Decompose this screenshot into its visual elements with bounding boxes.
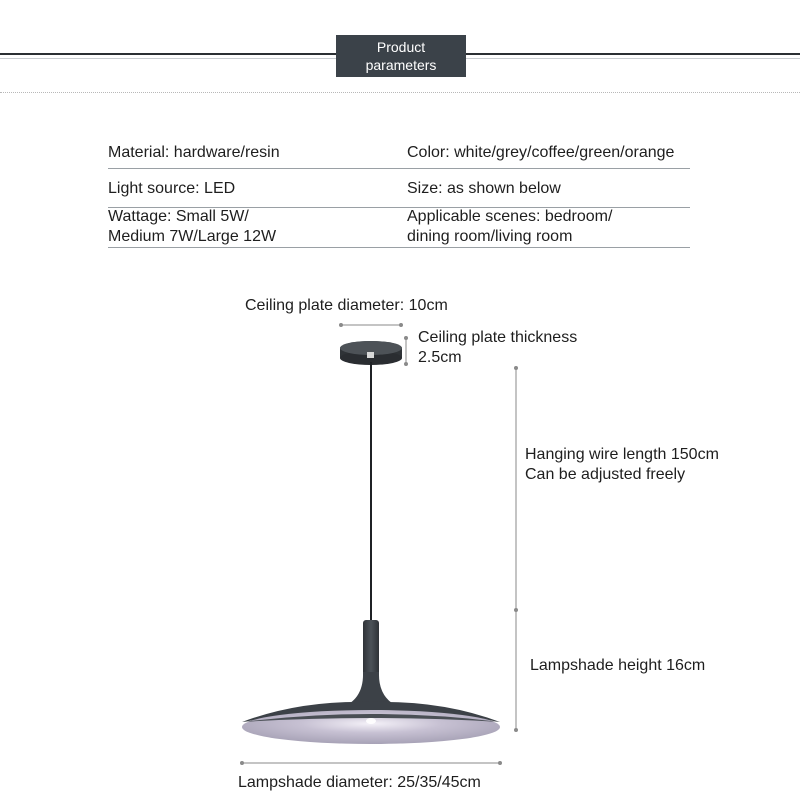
lampshade [242, 702, 500, 744]
label-lampshade-height: Lampshade height 16cm [530, 657, 706, 674]
param-size: Size: as shown below [407, 180, 561, 197]
height-marker [514, 366, 518, 732]
ceiling-plate-thickness-marker [404, 336, 408, 366]
ceiling-plate [340, 341, 402, 365]
param-color: Color: white/grey/coffee/green/orange [407, 144, 675, 161]
label-ceiling-plate-thickness-line1: Ceiling plate thickness [418, 329, 578, 346]
ceiling-plate-diameter-marker [339, 323, 403, 327]
label-lampshade-diameter: Lampshade diameter: 25/35/45cm [238, 774, 481, 791]
label-wire-length-line2: Can be adjusted freely [525, 466, 686, 483]
param-wattage-line1: Wattage: Small 5W/ [108, 208, 249, 225]
label-wire-length-line1: Hanging wire length 150cm [525, 446, 719, 463]
label-ceiling-plate-thickness-line2: 2.5cm [418, 349, 462, 366]
lampshade-diameter-marker [240, 761, 502, 765]
lamp-stem [340, 620, 402, 708]
param-material: Material: hardware/resin [108, 144, 280, 161]
section-title-line2: parameters [365, 57, 437, 73]
param-scenes-line1: Applicable scenes: bedroom/ [407, 208, 613, 225]
param-scenes-line2: dining room/living room [407, 228, 573, 245]
param-wattage-line2: Medium 7W/Large 12W [108, 228, 277, 245]
label-ceiling-plate-diameter: Ceiling plate diameter: 10cm [245, 297, 448, 314]
section-title-line1: Product [376, 39, 426, 55]
param-light-source: Light source: LED [108, 180, 236, 197]
